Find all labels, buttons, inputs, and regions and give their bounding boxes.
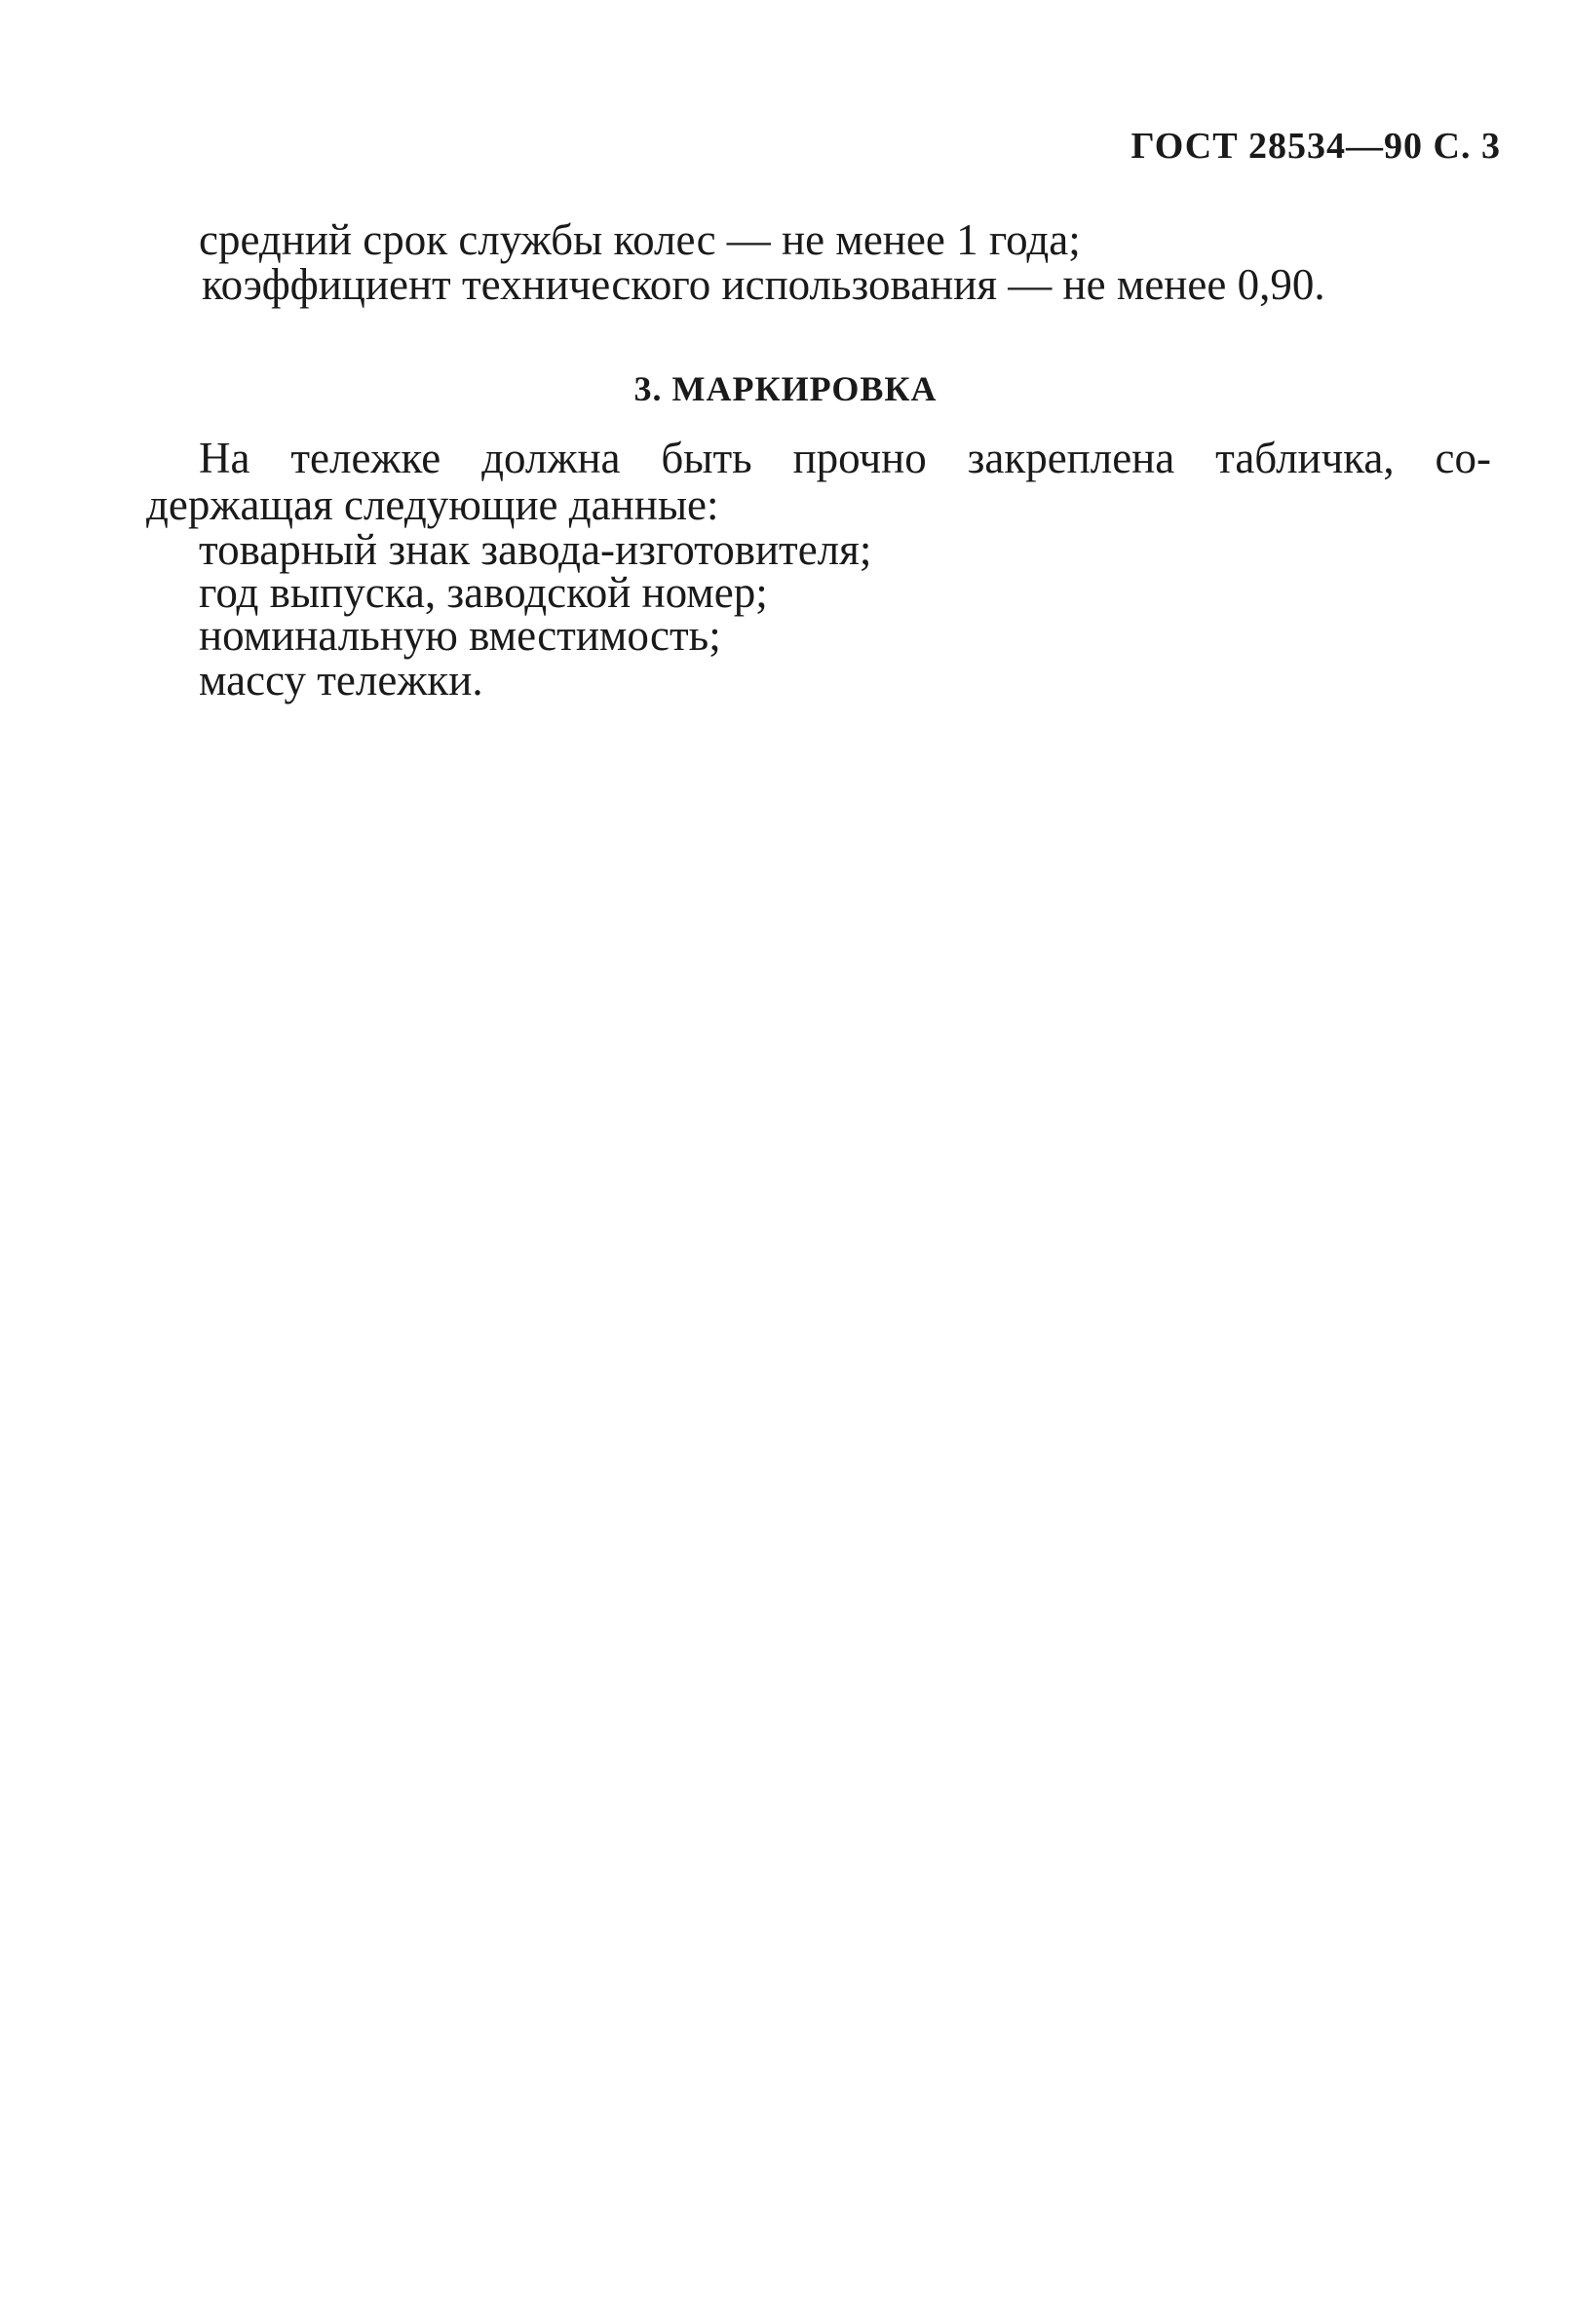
- marking-item-capacity: номинальную вместимость;: [199, 611, 721, 660]
- continuation-line-utilization: коэффициент технического использования — не менее 0,90.: [202, 260, 1325, 309]
- page-header: ГОСТ 28534—90 С. 3: [1130, 126, 1501, 167]
- marking-item-year-serial: год выпуска, заводской номер;: [199, 568, 768, 617]
- marking-item-mass: массу тележки.: [199, 656, 483, 705]
- section-intro-line-1: На тележке должна быть прочно закреплена табличка, со-: [199, 434, 1491, 482]
- continuation-line-wheel-life: средний срок службы колес — не менее 1 года;: [199, 215, 1081, 264]
- section-title: 3. МАРКИРОВКА: [633, 369, 938, 408]
- section-intro-line-2: держащая следующие данные:: [146, 480, 719, 529]
- marking-item-trademark: товарный знак завода-изготовителя;: [199, 525, 872, 574]
